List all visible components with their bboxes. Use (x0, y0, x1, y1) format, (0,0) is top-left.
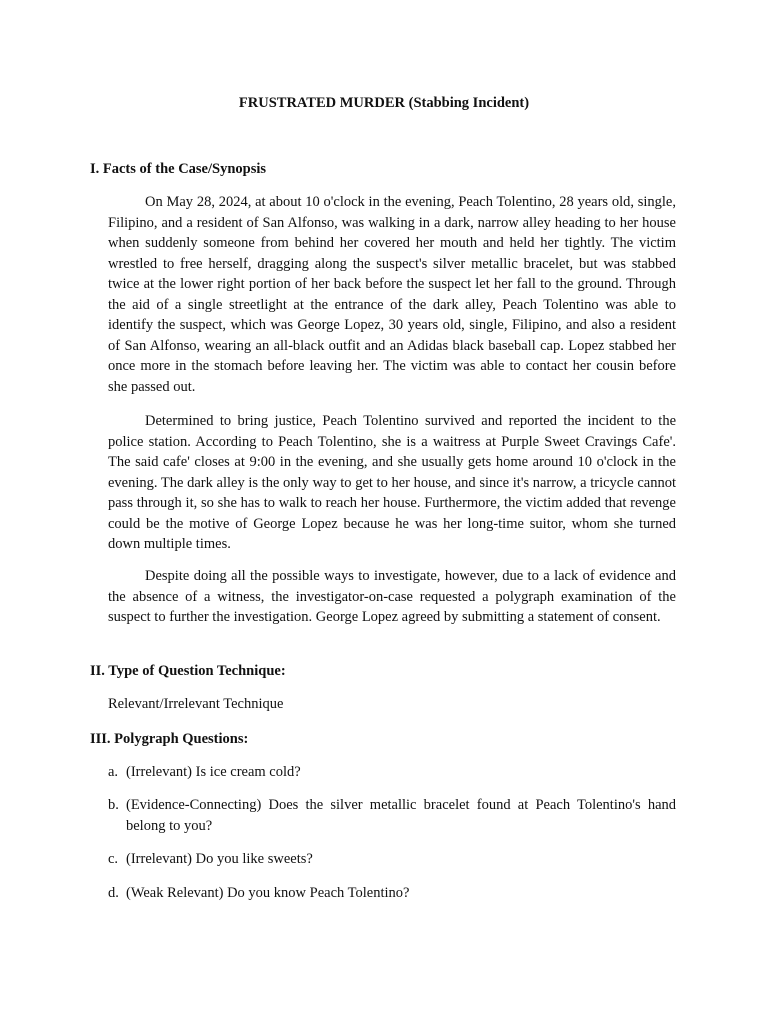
question-item-a (108, 762, 676, 783)
facts-paragraph-1: On May 28, 2024, at about 10 o'clock in the evening, Peach Tolentino, 28 years old, single, Filipino, and a resident of San Alfonso, was walking in a dark, narrow alley heading to her house when suddenly someone from behind her covered her mouth and held her tightly. The victim wrestled to free herself, dragging along the suspect's silver metallic bracelet, but was stabbed twice at the lower right portion of her back before the suspect let her fall to the ground. Through the aid of a single streetlight at the entrance of the dark alley, Peach Tolentino was able to identify the suspect, which was George Lopez, 30 years old, single, Filipino, and also a resident of San Alfonso, wearing an all-black outfit and an Adidas black baseball cap. Lopez stabbed her once more in the stomach before leaving her. The victim was able to contact her cousin before she passed out. (108, 194, 676, 395)
question-text: (Irrelevant) Do you like sweets? (126, 851, 313, 867)
facts-paragraph-3: Despite doing all the possible ways to investigate, however, due to a lack of evidence and the absence of a witness, the investigator-on-case requested a polygraph examination of the suspect to further the investigation. George Lopez agreed by submitting a statement of consent. (108, 568, 676, 625)
question-text: (Evidence-Connecting) Does the silver metallic bracelet found at Peach Tolentino's hand belong to you? (126, 797, 676, 834)
question-letter: d. (108, 885, 119, 901)
section-heading-questions: III. Polygraph Questions: (90, 731, 249, 747)
question-item-c (108, 849, 676, 870)
section-heading-facts: I. Facts of the Case/Synopsis (90, 161, 267, 177)
question-item-d (108, 883, 676, 904)
question-letter: c. (108, 851, 119, 867)
question-item-b (108, 795, 676, 836)
question-text: (Weak Relevant) Do you know Peach Tolentino? (126, 885, 410, 901)
question-text: (Irrelevant) Is ice cream cold? (126, 764, 301, 780)
question-letter: b. (108, 797, 119, 813)
facts-paragraph-2: Determined to bring justice, Peach Tolentino survived and reported the incident to the police station. According to Peach Tolentino, she is a waitress at Purple Sweet Cravings Cafe'. The said cafe' closes at 9:00 in the evening, and she usually gets home around 10 o'clock in the evening. The dark alley is the only way to get to her house, and since it's narrow, a tricycle cannot pass through it, so she has to walk to reach her house. Furthermore, the victim added that revenge could be the motive of George Lopez because he was her long-time suitor, whom she turned down multiple times. (108, 413, 676, 552)
question-letter: a. (108, 764, 119, 780)
technique-value: Relevant/Irrelevant Technique (108, 696, 284, 712)
section-heading-technique: II. Type of Question Technique: (90, 663, 286, 679)
document-title: FRUSTRATED MURDER (Stabbing Incident) (238, 95, 530, 111)
